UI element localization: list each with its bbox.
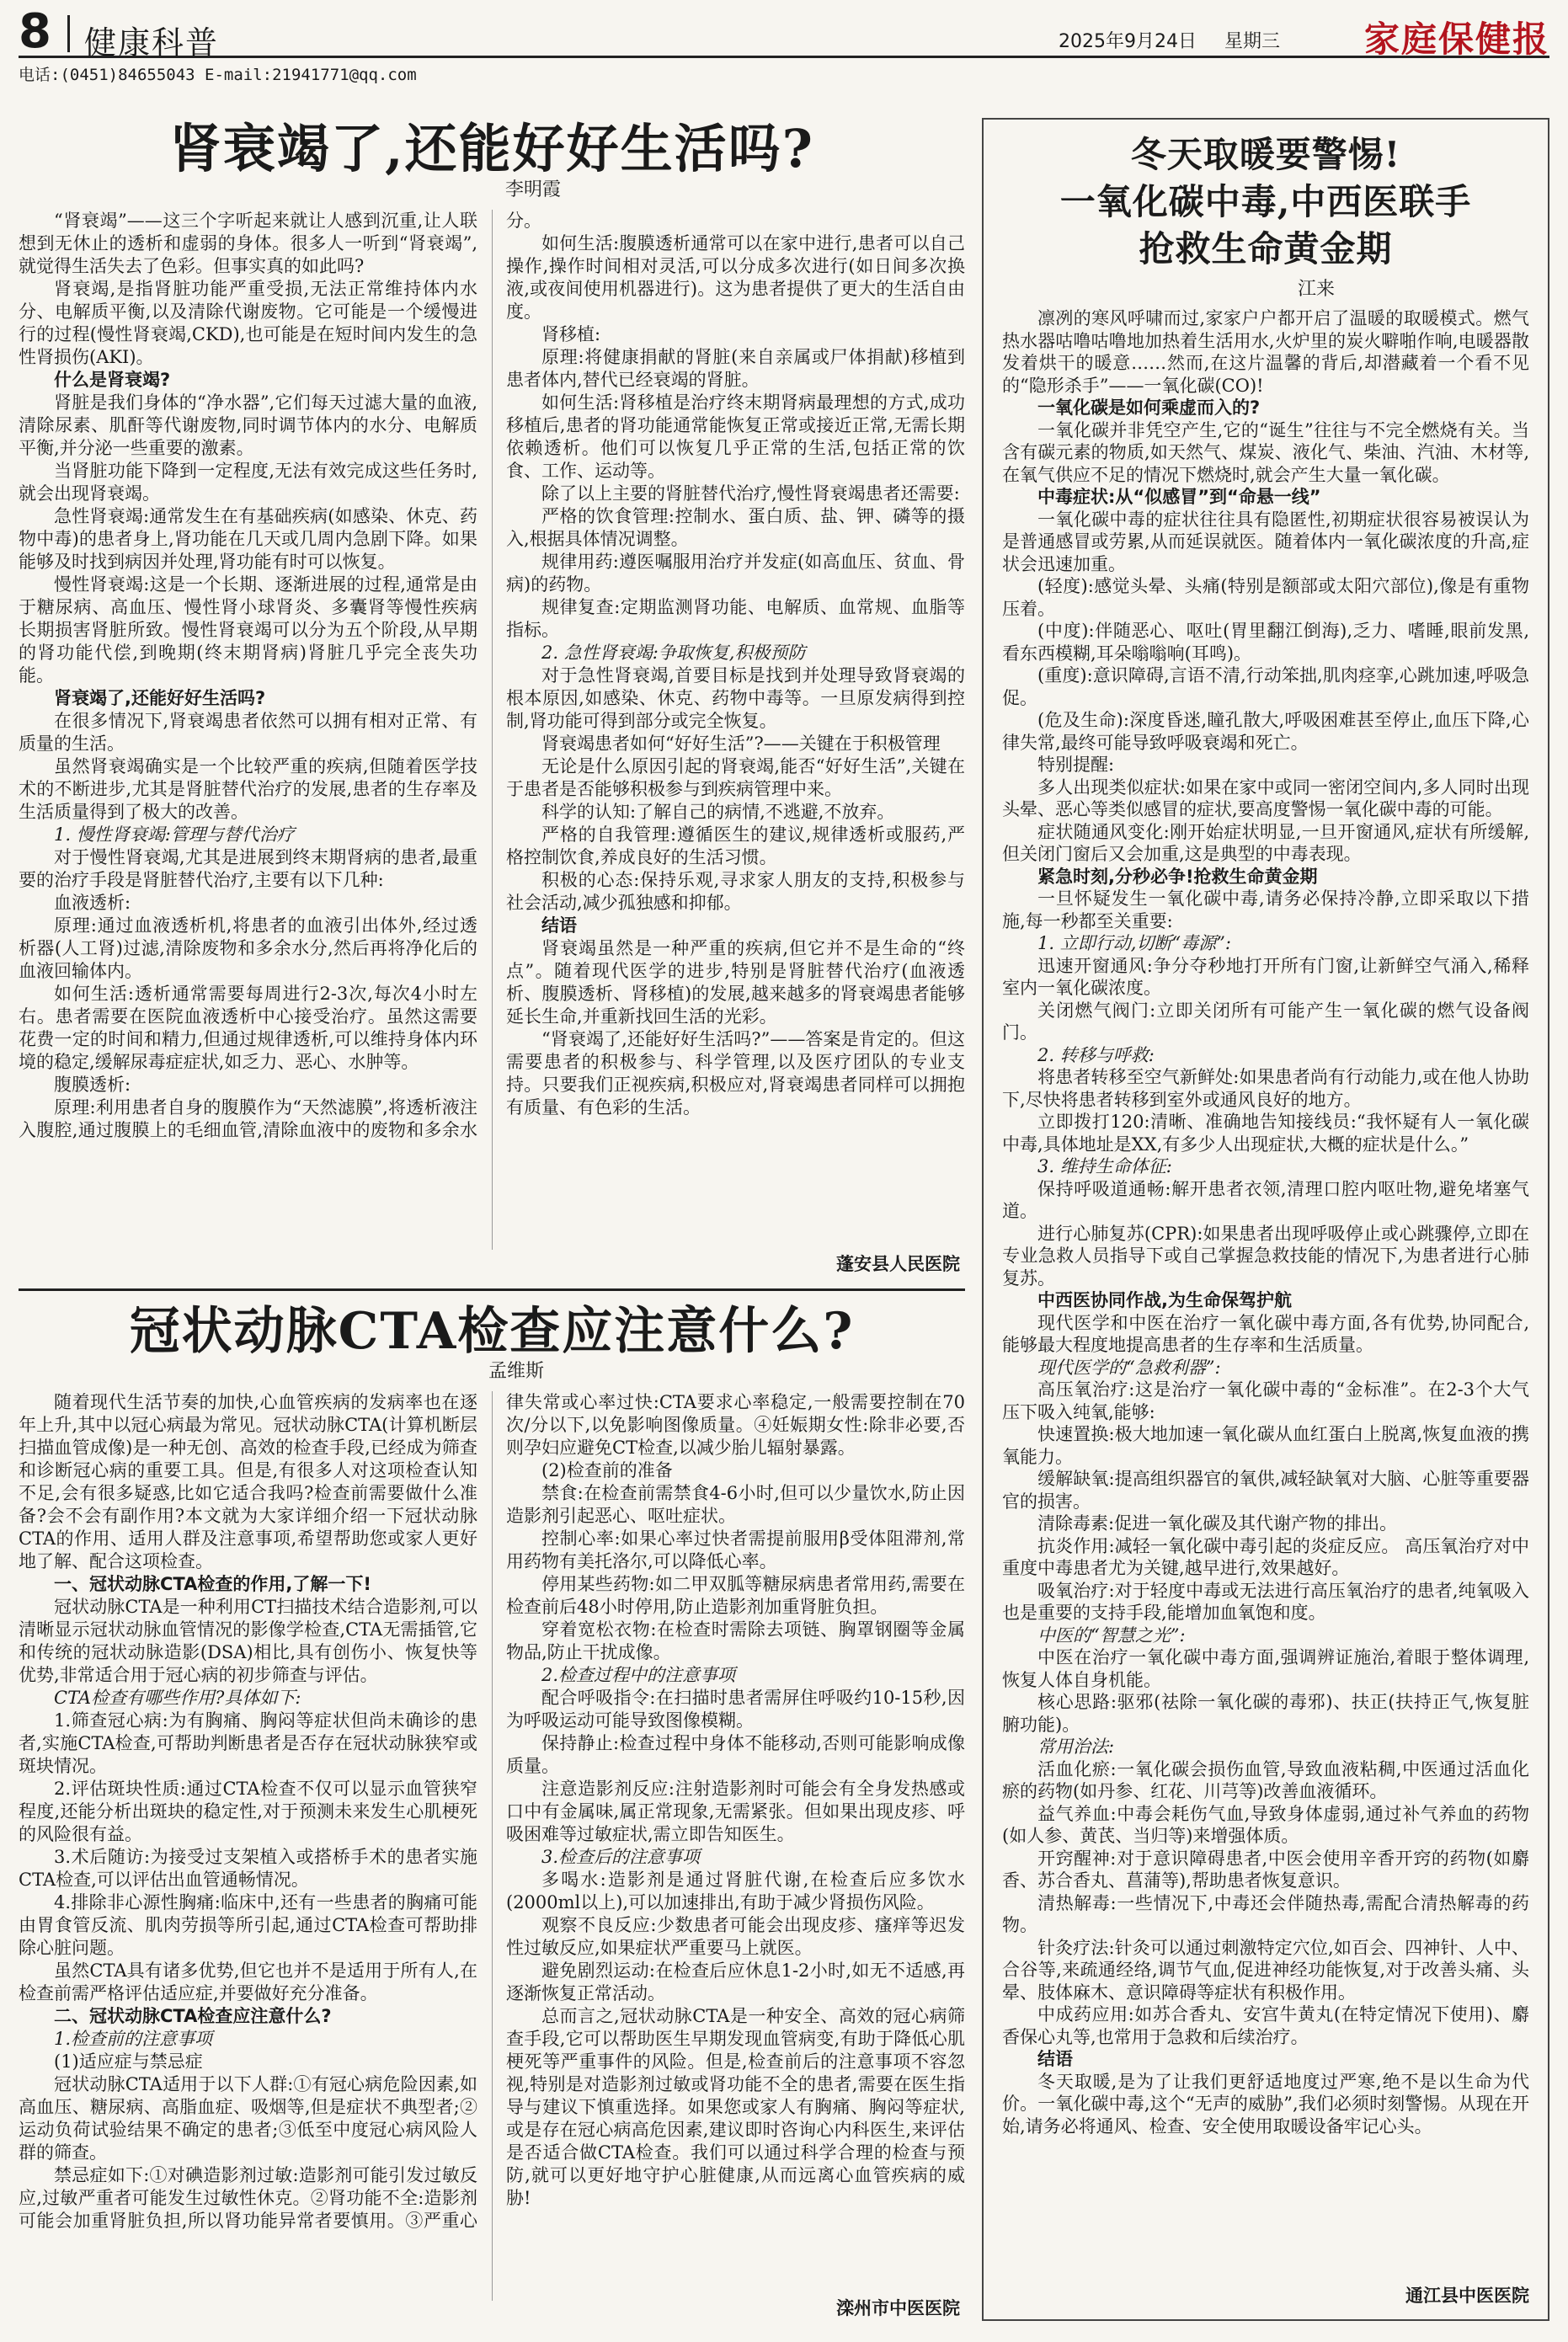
article-author: 李明霞	[504, 179, 561, 200]
subheading: 3. 维持生命体征:	[1037, 1156, 1172, 1176]
paragraph: 冠状动脉CTA适用于以下人群:①有冠心病危险因素,如高血压、糖尿病、高脂血症、吸烟等,但是症状不典型者;②运动负荷试验结果不确定的患者;③低至中度冠心病风险人群的筛查。	[19, 2074, 477, 2163]
article-source: 通江县中医医院	[1405, 2286, 1529, 2306]
paragraph: 血液透析:	[54, 893, 131, 913]
paragraph: 冬天取暖,是为了让我们更舒适地度过严寒,绝不是以生命为代价。一氧化碳中毒,这个“无声的威胁”,我们必须时刻警惕。从现在开始,请务必将通风、检查、安全使用取暖设备牢记心头。	[1002, 2071, 1529, 2137]
article-body	[19, 210, 965, 1250]
article-body	[1002, 307, 1529, 2137]
section-title: 健康科普	[84, 24, 220, 61]
paragraph: 虽然肾衰竭确实是一个比较严重的疾病,但随着医学技术的不断进步,尤其是肾脏替代治疗的发展,患者的生存率及生活质量得到了极大的改善。	[19, 756, 477, 822]
subheading: 1.检查前的注意事项	[54, 2029, 213, 2049]
paragraph: 如何生活:腹膜透析通常可以在家中进行,患者可以自己操作,操作时间相对灵活,可以分成多次进行(如日间多次换液,或夜间使用机器进行)。这为患者提供了更大的生活自由度。	[506, 233, 965, 322]
paragraph: 肾衰竭,是指肾脏功能严重受损,无法正常维持体内水分、电解质平衡,以及清除代谢废物。它可能是一个缓慢进行的过程(慢性肾衰竭,CKD),也可能是在短时间内发生的急性肾损伤(AKI)。	[19, 279, 477, 367]
paragraph: 控制心率:如果心率过快者需提前服用β受体阻滞剂,常用药物有美托洛尔,可以降低心率。	[506, 1528, 965, 1571]
paragraph: 保持静止:检查过程中身体不能移动,否则可能影响成像质量。	[506, 1733, 965, 1776]
paragraph: 腹膜透析:	[54, 1075, 131, 1095]
subheading: 二、冠状动脉CTA检查应注意什么?	[54, 2006, 332, 2026]
subheading: 现代医学的“急救利器”:	[1037, 1357, 1221, 1378]
paragraph: 在很多情况下,肾衰竭患者依然可以拥有相对正常、有质量的生活。	[19, 711, 477, 754]
subheading: 2. 急性肾衰竭:争取恢复,积极预防	[541, 643, 806, 663]
paragraph: 科学的认知:了解自己的病情,不逃避,不放弃。	[541, 802, 895, 822]
paragraph: 一旦怀疑发生一氧化碳中毒,请务必保持冷静,立即采取以下措施,每一秒都至关重要:	[1002, 888, 1529, 931]
subheading: 1. 立即行动,切断“毒源”:	[1037, 933, 1231, 953]
article-coronary-cta	[19, 1301, 965, 2320]
paragraph: 禁食:在检查前需禁食4-6小时,但可以少量饮水,防止因造影剂引起恶心、呕吐症状。	[506, 1483, 965, 1526]
paragraph: 一氧化碳中毒的症状往往具有隐匿性,初期症状很容易被误认为是普通感冒或劳累,从而延误就医。随着体内一氧化碳浓度的升高,症状会迅速加重。	[1002, 509, 1529, 574]
issue-date: 2025年9月24日	[1059, 31, 1197, 52]
paragraph: 凛冽的寒风呼啸而过,家家户户都开启了温暖的取暖模式。燃气热水器咕噜咕噜地加热着生活用水,火炉里的炭火噼啪作响,电暖器散发着烘干的暖意……然而,在这片温馨的背后,却潜藏着一个看不见的“隐形杀手”——一氧化碳(CO)!	[1002, 308, 1529, 396]
paragraph: (中度):伴随恶心、呕吐(胃里翻江倒海),乏力、嗜睡,眼前发黑,看东西模糊,耳朵嗡嗡响(耳鸣)。	[1002, 621, 1529, 664]
paragraph: 规律复查:定期监测肾功能、电解质、血常规、血脂等指标。	[506, 597, 965, 640]
paragraph: 多人出现类似症状:如果在家中或同一密闭空间内,多人同时出现头晕、恶心等类似感冒的症状,要高度警惕一氧化碳中毒的可能。	[1002, 776, 1529, 819]
subheading: 结语	[1037, 2049, 1073, 2069]
paragraph: (危及生命):深度昏迷,瞳孔散大,呼吸困难甚至停止,血压下降,心律失常,最终可能导致呼吸衰竭和死亡。	[1002, 710, 1529, 753]
paragraph: 开窍醒神:对于意识障碍患者,中医会使用辛香开窍的药物(如麝香、苏合香丸、菖蒲等),帮助患者恢复意识。	[1002, 1848, 1529, 1891]
paragraph: 肾移植:	[541, 324, 601, 344]
paragraph: 禁忌症如下:①对碘造影剂过敏:造影剂可能引发过敏反应,过敏严重者可能发生过敏性休克。②肾功能不全:造影剂可能会加重肾脏负担,所以肾功能异常者要慎用。③严重心律失常或心率过快:CTA要求心率稳定,一般需要控制在70次/分以下,以免影响图像质量。④妊娠期女性:除非必要,否则孕妇应避免CT检查,以减少胎儿辐射暴露。	[19, 1392, 965, 2231]
page-number: 8	[19, 4, 51, 59]
article-title: 肾衰竭了,还能好好生活吗?	[169, 118, 814, 179]
paragraph: 关闭燃气阀门:立即关闭所有可能产生一氧化碳的燃气设备阀门。	[1002, 1000, 1529, 1043]
paragraph: 1.筛查冠心病:为有胸痛、胸闷等症状但尚未确诊的患者,实施CTA检查,可帮助判断患者是否存在冠状动脉狭窄或斑块情况。	[19, 1710, 477, 1776]
subheading: 3.检查后的注意事项	[541, 1847, 701, 1867]
article-title: 冠状动脉CTA检查应注意什么?	[129, 1302, 855, 1361]
subheading: 一、冠状动脉CTA检查的作用,了解一下!	[54, 1574, 371, 1594]
paragraph: 停用某些药物:如二甲双胍等糖尿病患者常用药,需要在检查前后48小时停用,防止造影剂加重肾脏负担。	[506, 1574, 965, 1617]
article-separator	[19, 1288, 965, 1291]
paragraph: 中成药应用:如苏合香丸、安宫牛黄丸(在特定情况下使用)、麝香保心丸等,也常用于急救和后续治疗。	[1002, 2004, 1529, 2047]
paragraph: 益气养血:中毒会耗伤气血,导致身体虚弱,通过补气养血的药物(如人参、黄芪、当归等)来增强体质。	[1002, 1803, 1529, 1846]
paragraph: 清除毒素:促进一氧化碳及其代谢产物的排出。	[1037, 1513, 1398, 1534]
newspaper-name: 家庭保健报	[1363, 19, 1549, 60]
paragraph: 如何生活:透析通常需要每周进行2-3次,每次4小时左右。患者需要在医院血液透析中心接受治疗。虽然这需要花费一定的时间和精力,但通过规律透析,可以维持身体内环境的稳定,缓解尿毒症症状,如乏力、恶心、水肿等。	[19, 984, 477, 1072]
subheading: 紧急时刻,分秒必争!抢救生命黄金期	[1037, 866, 1318, 887]
paragraph: 迅速开窗通风:争分夺秒地打开所有门窗,让新鲜空气涌入,稀释室内一氧化碳浓度。	[1002, 955, 1529, 998]
paragraph: 针灸疗法:针灸可以通过刺激特定穴位,如百会、四神针、人中、合谷等,来疏通经络,调节气血,促进神经功能恢复,对于改善头痛、头晕、肢体麻木、意识障碍等症状有积极作用。	[1002, 1937, 1529, 2003]
subheading: 中毒症状:从“似感冒”到“命悬一线”	[1037, 487, 1321, 507]
paragraph: 虽然CTA具有诸多优势,但它也并不是适用于所有人,在检查前需严格评估适应症,并要做好充分准备。	[19, 1961, 477, 2003]
subheading: 2. 转移与呼救:	[1037, 1044, 1155, 1065]
issue-weekday: 星期三	[1224, 31, 1281, 52]
paragraph: 活血化瘀:一氧化碳会损伤血管,导致血液粘稠,中医通过活血化瘀的药物(如丹参、红花、川芎等)改善血液循环。	[1002, 1758, 1529, 1801]
article-source: 滦州市中医医院	[836, 2298, 960, 2318]
article-carbon-monoxide	[982, 118, 1549, 2321]
paragraph: 一氧化碳并非凭空产生,它的“诞生”往往与不完全燃烧有关。当含有碳元素的物质,如天然气、煤炭、液化气、柴油、汽油、木材等,在氧气供应不足的情况下燃烧时,就会产生大量一氧化碳。	[1002, 419, 1529, 485]
paragraph: 核心思路:驱邪(祛除一氧化碳的毒邪)、扶正(扶持正气,恢复脏腑功能)。	[1002, 1692, 1529, 1735]
paragraph: 除了以上主要的肾脏替代治疗,慢性肾衰竭患者还需要:	[541, 483, 960, 504]
paragraph: “肾衰竭”——这三个字听起来就让人感到沉重,让人联想到无休止的透析和虚弱的身体。很多人一听到“肾衰竭”,就觉得生活失去了色彩。但事实真的如此吗?	[19, 211, 477, 276]
paragraph: 避免剧烈运动:在检查后应休息1-2小时,如无不适感,再逐渐恢复正常活动。	[506, 1961, 965, 2003]
paragraph: 进行心肺复苏(CPR):如果患者出现呼吸停止或心跳骤停,立即在专业急救人员指导下或自己掌握急救技能的情况下,为患者进行心肺复苏。	[1002, 1223, 1529, 1288]
contact-info: 电话:(0451)84655043 E-mail:21941771@qq.com	[19, 66, 417, 84]
paragraph: 快速置换:极大地加速一氧化碳从血红蛋白上脱离,恢复血液的携氧能力。	[1002, 1424, 1529, 1467]
paragraph: 无论是什么原因引起的肾衰竭,能否“好好生活”,关键在于患者是否能够积极参与到疾病管理中来。	[506, 756, 965, 799]
paragraph: 总而言之,冠状动脉CTA是一种安全、高效的冠心病筛查手段,它可以帮助医生早期发现血管病变,有助于降低心肌梗死等严重事件的风险。但是,检查前后的注意事项不容忽视,特别是对造影剂过敏或肾功能不全的患者,需要在医生指导与建议下慎重选择。如果您或家人有胸痛、胸闷等症状,或是存在冠心病高危因素,建议即时咨询心内科医生,来评估是否适合做CTA检查。我们可以通过科学合理的检查与预防,就可以更好地守护心脏健康,从而远离心血管疾病的威胁!	[506, 2006, 965, 2208]
subheading: 中西医协同作战,为生命保驾护航	[1037, 1290, 1292, 1310]
paragraph: 抗炎作用:减轻一氧化碳中毒引起的炎症反应。 高压氧治疗对中重度中毒患者尤为关键,越早进行,效果越好。	[1002, 1535, 1529, 1578]
paragraph: 对于急性肾衰竭,首要目标是找到并处理导致肾衰竭的根本原因,如感染、休克、药物中毒等。一旦原发病得到控制,肾功能可得到部分或完全恢复。	[506, 665, 965, 731]
paragraph: 原理:将健康捐献的肾脏(来自亲属或尸体捐献)移植到患者体内,替代已经衰竭的肾脏。	[506, 347, 965, 390]
paragraph: 症状随通风变化:刚开始症状明显,一旦开窗通风,症状有所缓解,但关闭门窗后又会加重,这是典型的中毒表现。	[1002, 821, 1529, 864]
paragraph: 3.术后随访:为接受过支架植入或搭桥手术的患者实施CTA检查,可以评估出血管通畅情况。	[19, 1847, 477, 1890]
paragraph: 如何生活:肾移植是治疗终末期肾病最理想的方式,成功移植后,患者的肾功能通常能恢复正常或接近正常,无需长期依赖透析。他们可以恢复几乎正常的生活,包括正常的饮食、工作、运动等。	[506, 392, 965, 481]
paragraph: (1)适应症与禁忌症	[54, 2051, 203, 2072]
paragraph: 中医在治疗一氧化碳中毒方面,强调辨证施治,着眼于整体调理,恢复人体自身机能。	[1002, 1647, 1529, 1690]
paragraph: 吸氧治疗:对于轻度中毒或无法进行高压氧治疗的患者,纯氧吸入也是重要的支持手段,能增加血氧饱和度。	[1002, 1580, 1529, 1623]
paragraph: 对于慢性肾衰竭,尤其是进展到终末期肾病的患者,最重要的治疗手段是肾脏替代治疗,主要有以下几种:	[19, 847, 477, 890]
paragraph: 2.评估斑块性质:通过CTA检查不仅可以显示血管狭窄程度,还能分析出斑块的稳定性,对于预测未来发生心肌梗死的风险很有益。	[19, 1779, 477, 1844]
paragraph: 4.排除非心源性胸痛:临床中,还有一些患者的胸痛可能由胃食管反流、肌肉劳损等所引起,通过CTA检查可帮助排除心脏问题。	[19, 1892, 477, 1958]
title-line: 一氧化碳中毒,中西医联手	[1059, 181, 1472, 222]
subheading: 什么是肾衰竭?	[54, 370, 171, 390]
paragraph: 肾衰竭患者如何“好好生活”?——关键在于积极管理	[541, 734, 941, 754]
paragraph: 穿着宽松衣物:在检查时需除去项链、胸罩钢圈等金属物品,防止干扰成像。	[506, 1619, 965, 1662]
title-line: 抢救生命黄金期	[1139, 228, 1393, 269]
article-kidney-failure	[19, 118, 965, 1276]
paragraph: 多喝水:造影剂是通过肾脏代谢,在检查后应多饮水(2000ml以上),可以加速排出,有助于减少肾损伤风险。	[506, 1870, 965, 1913]
paragraph: 慢性肾衰竭:这是一个长期、逐渐进展的过程,通常是由于糖尿病、高血压、慢性肾小球肾炎、多囊肾等慢性疾病长期损害肾脏所致。慢性肾衰竭可以分为五个阶段,从早期的肾功能代偿,到晚期(终末期肾病)肾脏几乎完全丧失功能。	[19, 574, 477, 686]
paragraph: 严格的自我管理:遵循医生的建议,规律透析或服药,严格控制饮食,养成良好的生活习惯。	[506, 824, 965, 867]
paragraph: 原理:通过血液透析机,将患者的血液引出体外,经过透析器(人工肾)过滤,清除废物和多余水分,然后再将净化后的血液回输体内。	[19, 915, 477, 981]
subheading: 肾衰竭了,还能好好生活吗?	[54, 688, 266, 708]
paragraph: 保持呼吸道通畅:解开患者衣领,清理口腔内呕吐物,避免堵塞气道。	[1002, 1178, 1529, 1221]
paragraph: 肾脏是我们身体的“净水器”,它们每天过滤大量的血液,清除尿素、肌酐等代谢废物,同时调节体内的水分、电解质平衡,并分泌一些重要的激素。	[19, 392, 477, 458]
paragraph: 急性肾衰竭:通常发生在有基础疾病(如感染、休克、药物中毒)的患者身上,肾功能在几天或几周内急剧下降。如果能够及时找到病因并处理,肾功能有时可以恢复。	[19, 506, 477, 572]
article-title	[1002, 131, 1529, 273]
paragraph: 肾衰竭虽然是一种严重的疾病,但它并不是生命的“终点”。随着现代医学的进步,特别是肾脏替代治疗(血液透析、腹膜透析、肾移植)的发展,越来越多的肾衰竭患者能够延长生命,并重新找回生活的光彩。	[506, 938, 965, 1027]
paragraph: (重度):意识障碍,言语不清,行动笨拙,肌肉痉挛,心跳加速,呼吸急促。	[1002, 665, 1529, 708]
article-body	[19, 1391, 965, 2301]
subheading: CTA检查有哪些作用?具体如下:	[54, 1688, 301, 1708]
article-author: 江来	[1297, 279, 1335, 300]
paragraph: 缓解缺氧:提高组织器官的氧供,减轻缺氧对大脑、心脏等重要器官的损害。	[1002, 1469, 1529, 1512]
paragraph: 特别提醒:	[1037, 755, 1115, 775]
paragraph: 积极的心态:保持乐观,寻求家人朋友的支持,积极参与社会活动,减少孤独感和抑郁。	[506, 870, 965, 913]
subheading: 一氧化碳是如何乘虚而入的?	[1037, 397, 1261, 418]
paragraph: “肾衰竭了,还能好好生活吗?”——答案是肯定的。但这需要患者的积极参与、科学管理,以及医疗团队的专业支持。只要我们正视疾病,积极应对,肾衰竭患者同样可以拥抱有质量、有色彩的生活。	[506, 1029, 965, 1118]
masthead-divider	[67, 15, 70, 52]
paragraph: 将患者转移至空气新鲜处:如果患者尚有行动能力,或在他人协助下,尽快将患者转移到室外或通风良好的地方。	[1002, 1067, 1529, 1110]
article-source: 蓬安县人民医院	[836, 1254, 960, 1274]
paragraph: 严格的饮食管理:控制水、蛋白质、盐、钾、磷等的摄入,根据具体情况调整。	[506, 506, 965, 549]
subheading: 1. 慢性肾衰竭:管理与替代治疗	[54, 824, 295, 845]
paragraph: 原理:利用患者自身的腹膜作为“天然滤膜”,将透析液注入腹腔,通过腹膜上的毛细血管,清除血液中的废物和多余水分。	[19, 211, 541, 1140]
paragraph: 注意造影剂反应:注射造影剂时可能会有全身发热感或口中有金属味,属正常现象,无需紧张。但如果出现皮疹、呼吸困难等过敏症状,需立即告知医生。	[506, 1779, 965, 1844]
paragraph: 观察不良反应:少数患者可能会出现皮疹、瘙痒等迟发性过敏反应,如果症状严重要马上就医。	[506, 1915, 965, 1958]
paragraph: 冠状动脉CTA是一种利用CT扫描技术结合造影剂,可以清晰显示冠状动脉血管情况的影像学检查,CTA无需插管,它和传统的冠状动脉造影(DSA)相比,具有创伤小、恢复快等优势,非常适合用于冠心病的初步筛查与评估。	[19, 1597, 477, 1685]
paragraph: 当肾脏功能下降到一定程度,无法有效完成这些任务时,就会出现肾衰竭。	[19, 461, 477, 504]
paragraph: 清热解毒:一些情况下,中毒还会伴随热毒,需配合清热解毒的药物。	[1002, 1892, 1529, 1935]
subheading: 结语	[541, 915, 577, 936]
paragraph: 立即拨打120:清晰、准确地告知接线员:“我怀疑有人一氧化碳中毒,具体地址是XX,有多少人出现症状,大概的症状是什么。”	[1002, 1112, 1529, 1155]
paragraph: 规律用药:遵医嘱服用治疗并发症(如高血压、贫血、骨病)的药物。	[506, 552, 965, 595]
paragraph: (轻度):感觉头晕、头痛(特别是额部或太阳穴部位),像是有重物压着。	[1002, 576, 1529, 619]
paragraph: 随着现代生活节奏的加快,心血管疾病的发病率也在逐年上升,其中以冠心病最为常见。冠状动脉CTA(计算机断层扫描血管成像)是一种无创、高效的检查手段,已经成为筛查和诊断冠心病的重要工具。但是,有很多人对这项检查认知不足,会有很多疑惑,比如它适合我吗?检查前需要做什么准备?会不会有副作用?本文就为大家详细介绍一下冠状动脉CTA的作用、适用人群及注意事项,希望帮助您或家人更好地了解、配合这项检查。	[19, 1392, 477, 1571]
subheading: 常用治法:	[1037, 1736, 1115, 1757]
masthead	[19, 4, 1549, 61]
paragraph: (2)检查前的准备	[541, 1460, 673, 1480]
title-line: 冬天取暖要警惕!	[1130, 134, 1401, 175]
article-author: 孟维斯	[488, 1361, 544, 1382]
paragraph: 现代医学和中医在治疗一氧化碳中毒方面,各有优势,协同配合,能够最大程度地提高患者的生存率和生活质量。	[1002, 1312, 1529, 1355]
subheading: 中医的“智慧之光”:	[1037, 1624, 1186, 1646]
paragraph: 高压氧治疗:这是治疗一氧化碳中毒的“金标准”。在2-3个大气压下吸入纯氧,能够:	[1002, 1379, 1529, 1422]
paragraph: 配合呼吸指令:在扫描时患者需屏住呼吸约10-15秒,因为呼吸运动可能导致图像模糊。	[506, 1688, 965, 1731]
subheading: 2.检查过程中的注意事项	[541, 1665, 736, 1685]
